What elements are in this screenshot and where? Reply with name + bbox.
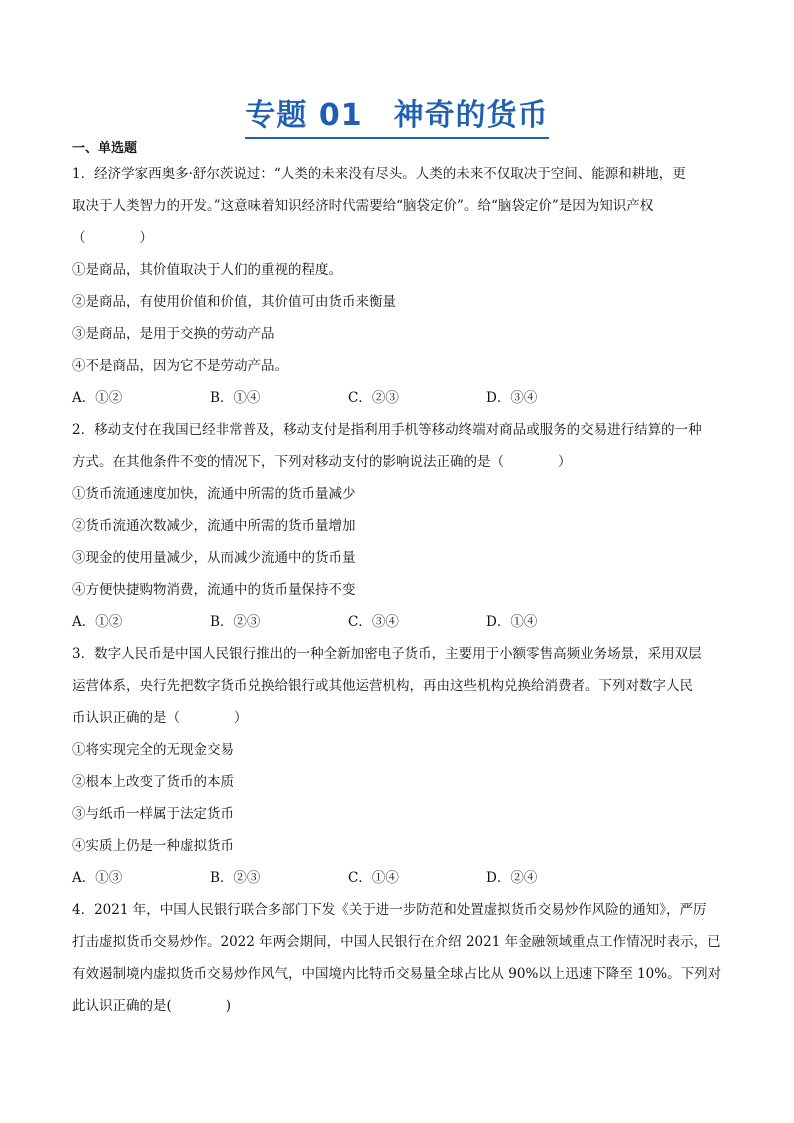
choice-b: B．②③ (210, 870, 261, 886)
statement-option: ④不是商品，因为它不是劳动产品。 (72, 358, 288, 374)
choice-a: A．①② (72, 390, 123, 406)
choice-c: C．①④ (348, 870, 399, 886)
question-stem-line: 方式。在其他条件不变的情况下，下列对移动支付的影响说法正确的是（ ） (72, 454, 572, 470)
answer-choices (72, 606, 728, 638)
choice-b: B．②③ (210, 614, 261, 630)
question-stem-line: 取决于人类智力的开发。”这意味着知识经济时代需要给“脑袋定价”。给“脑袋定价”是因为知识产权 (72, 198, 654, 214)
question-2 (72, 414, 728, 638)
choice-a: A．①③ (72, 870, 123, 886)
question-stem-line: 1．经济学家西奥多·舒尔茨说过：“人类的未来没有尽头。人类的未来不仅取决于空间、能源和耕地，更 (72, 166, 686, 182)
question-stem-line: 运营体系，央行先把数字货币兑换给银行或其他运营机构，再由这些机构兑换给消费者。下列对数字人民 (72, 678, 693, 694)
statement-option: ②货币流通次数减少，流通中所需的货币量增加 (72, 518, 356, 534)
page-title (0, 96, 794, 139)
statement-option: ①是商品，其价值取决于人们的重视的程度。 (72, 262, 342, 278)
answer-choices (72, 382, 728, 414)
statement-option: ②是商品，有使用价值和价值，其价值可由货币来衡量 (72, 294, 396, 310)
statement-option: ④实质上仍是一种虚拟货币 (72, 838, 234, 854)
statement-option: ②根本上改变了货币的本质 (72, 774, 234, 790)
section-heading: 一、单选题 (72, 141, 138, 156)
choice-d: D．①④ (486, 614, 538, 630)
statement-option: ①将实现完全的无现金交易 (72, 742, 234, 758)
statement-option: ③与纸币一样属于法定货币 (72, 806, 234, 822)
choice-d: D．③④ (486, 390, 538, 406)
question-stem-line: 有效遏制境内虚拟货币交易炒作风气，中国境内比特币交易量全球占比从 90%以上迅速下降至 10%。下列对 (72, 966, 722, 982)
choice-c: C．③④ (348, 614, 399, 630)
statement-option: ④方便快捷购物消费，流通中的货币量保持不变 (72, 582, 356, 598)
page-title-text: 专题 01 神奇的货币 (245, 96, 548, 139)
question-1 (72, 158, 728, 414)
question-stem-line: 币认识正确的是（ ） (72, 710, 248, 726)
choice-c: C．②③ (348, 390, 399, 406)
choice-a: A．①② (72, 614, 123, 630)
question-stem-line: 打击虚拟货币交易炒作。2022 年两会期间，中国人民银行在介绍 2021 年金融领域重点工作情况时表示，已 (72, 934, 721, 950)
statement-option: ③现金的使用量减少，从而减少流通中的货币量 (72, 550, 356, 566)
question-stem-line: 2．移动支付在我国已经非常普及，移动支付是指利用手机等移动终端对商品或服务的交易进行结算的一种 (72, 422, 702, 438)
choice-b: B．①④ (210, 390, 261, 406)
choice-d: D．②④ (486, 870, 538, 886)
question-3 (72, 638, 728, 894)
statement-option: ③是商品，是用于交换的劳动产品 (72, 326, 275, 342)
question-stem-line: 4．2021 年，中国人民银行联合多部门下发《关于进一步防范和处置虚拟货币交易炒作风险的通知》，严厉 (72, 902, 707, 918)
question-4 (72, 894, 728, 1022)
answer-choices (72, 862, 728, 894)
question-stem-line: 此认识正确的是( ) (72, 998, 232, 1014)
statement-option: ①货币流通速度加快，流通中所需的货币量减少 (72, 486, 356, 502)
question-stem-line: 3．数字人民币是中国人民银行推出的一种全新加密电子货币，主要用于小额零售高频业务场景，采用双层 (72, 646, 702, 662)
answer-blank: （ ） (72, 230, 153, 246)
question-list (72, 158, 728, 1022)
